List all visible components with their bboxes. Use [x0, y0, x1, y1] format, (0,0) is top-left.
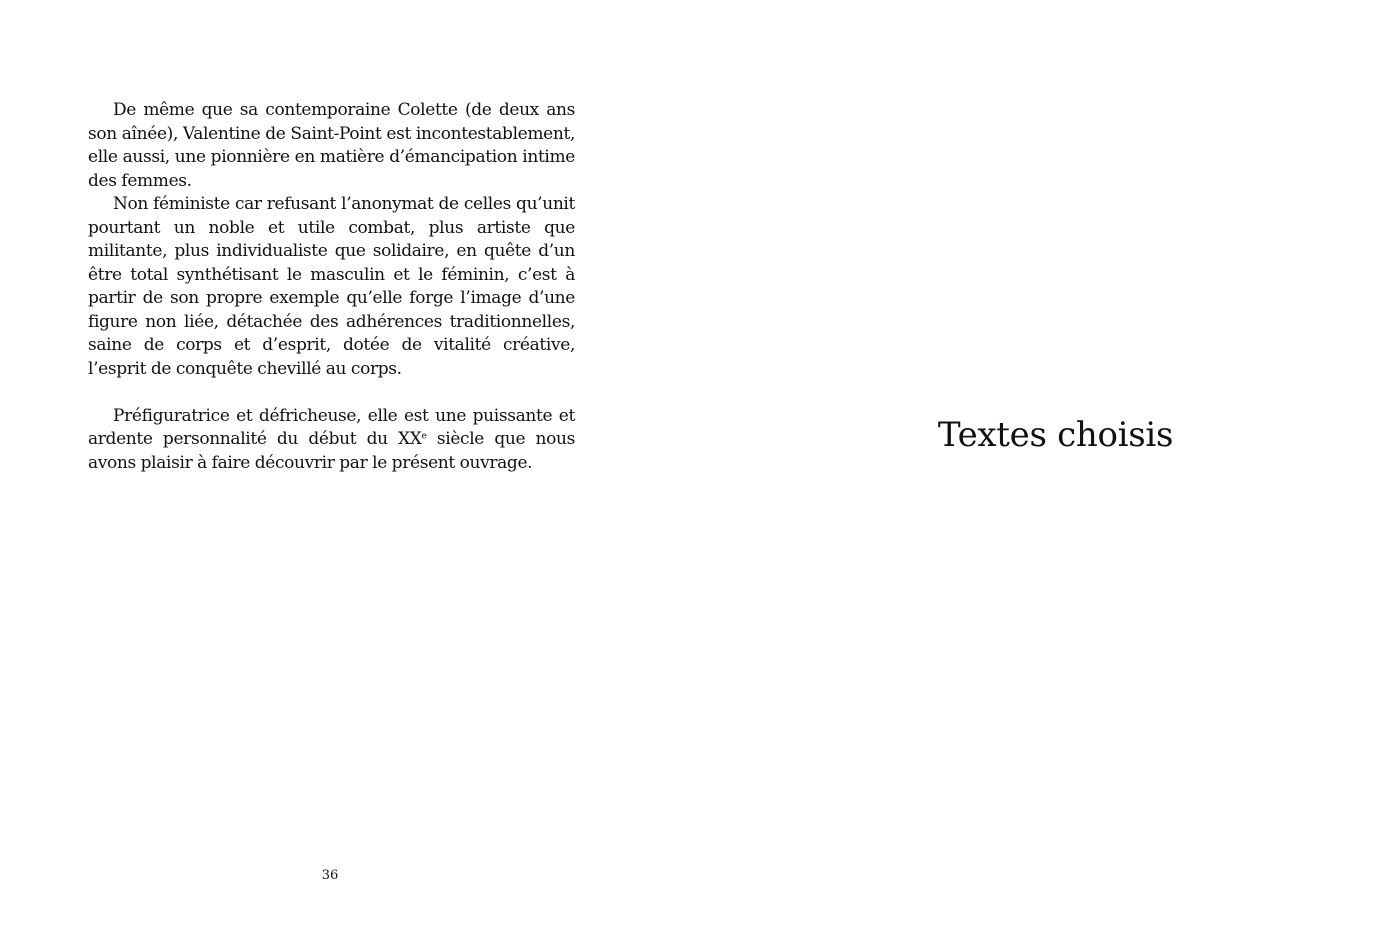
- paragraph-3: [88, 405, 575, 476]
- section-title: Textes choisis: [937, 415, 1174, 455]
- century-superscript: e: [421, 431, 427, 442]
- paragraph-1: De même que sa contemporaine Colette (de deux ans son aînée), Valentine de Saint-Point est incontestablement, elle aussi, une pionnière en matière d’émancipation intime des femmes.: [88, 100, 575, 191]
- paragraph-2: Non féministe car refusant l’anonymat de celles qu’unit pourtant un noble et utile combat, plus artiste que militante, plus individualiste que solidaire, en quête d’un être total synthétisant le masculin et le féminin, c’est à partir de son propre exemple qu’elle forge l’image d’une figure non liée, détachée des adhérences traditionnelles, saine de corps et d’esprit, dotée de vitalité créative, l’esprit de conquête chevillé au corps.: [88, 194, 575, 379]
- paragraph-3-text-after: siècle que nous avons plaisir à faire découvrir par le présent ouvrage.: [88, 429, 575, 473]
- page-number: 36: [321, 868, 339, 883]
- paragraph-3-text-before: Préfiguratrice et défricheuse, elle est une puissante et ardente personnalité du début du XX: [88, 405, 575, 449]
- right-page: [693, 0, 1386, 949]
- body-text: [88, 99, 575, 475]
